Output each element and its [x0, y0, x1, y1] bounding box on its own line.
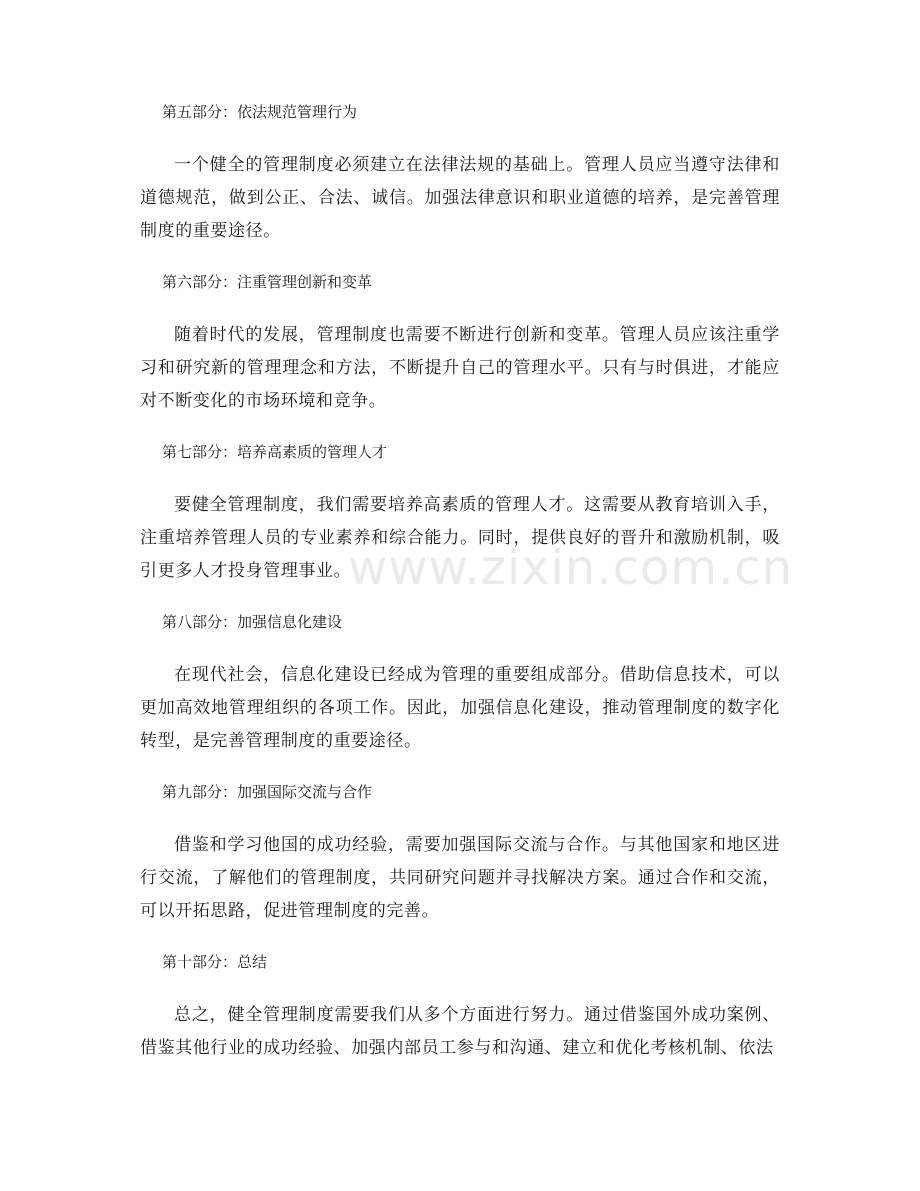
section-heading: 第十部分：总结 [162, 953, 268, 971]
section-paragraph: 要健全管理制度，我们需要培养高素质的管理人才。这需要从教育培训入手，注重培养管理人员的专业素养和综合能力。同时，提供良好的晋升和激励机制，吸引更多人才投身管理事业。 [140, 495, 780, 581]
section-heading: 第五部分：依法规范管理行为 [162, 103, 358, 121]
section-heading: 第八部分：加强信息化建设 [162, 613, 343, 631]
section-heading: 第九部分：加强国际交流与合作 [162, 783, 373, 801]
section-paragraph: 一个健全的管理制度必须建立在法律法规的基础上。管理人员应当遵守法律和道德规范，做到公正、合法、诚信。加强法律意识和职业道德的培养，是完善管理制度的重要途径。 [140, 155, 780, 241]
section-heading: 第六部分：注重管理创新和变革 [162, 273, 373, 291]
section-paragraph: 在现代社会，信息化建设已经成为管理的重要组成部分。借助信息技术，可以更加高效地管理组织的各项工作。因此，加强信息化建设，推动管理制度的数字化转型，是完善管理制度的重要途径。 [140, 665, 780, 751]
section-paragraph: 借鉴和学习他国的成功经验，需要加强国际交流与合作。与其他国家和地区进行交流，了解他们的管理制度，共同研究问题并寻找解决方案。通过合作和交流，可以开拓思路，促进管理制度的完善。 [140, 835, 780, 921]
document-body [140, 100, 780, 1087]
section-paragraph: 总之，健全管理制度需要我们从多个方面进行努力。通过借鉴国外成功案例、借鉴其他行业的成功经验、加强内部员工参与和沟通、建立和优化考核机制、依法 [140, 1005, 780, 1058]
section-heading: 第七部分：培养高素质的管理人才 [162, 443, 388, 461]
watermark: www.zixin.com.cn [348, 540, 794, 596]
section-paragraph: 随着时代的发展，管理制度也需要不断进行创新和变革。管理人员应该注重学习和研究新的管理理念和方法，不断提升自己的管理水平。只有与时俱进，才能应对不断变化的市场环境和竞争。 [140, 325, 780, 411]
